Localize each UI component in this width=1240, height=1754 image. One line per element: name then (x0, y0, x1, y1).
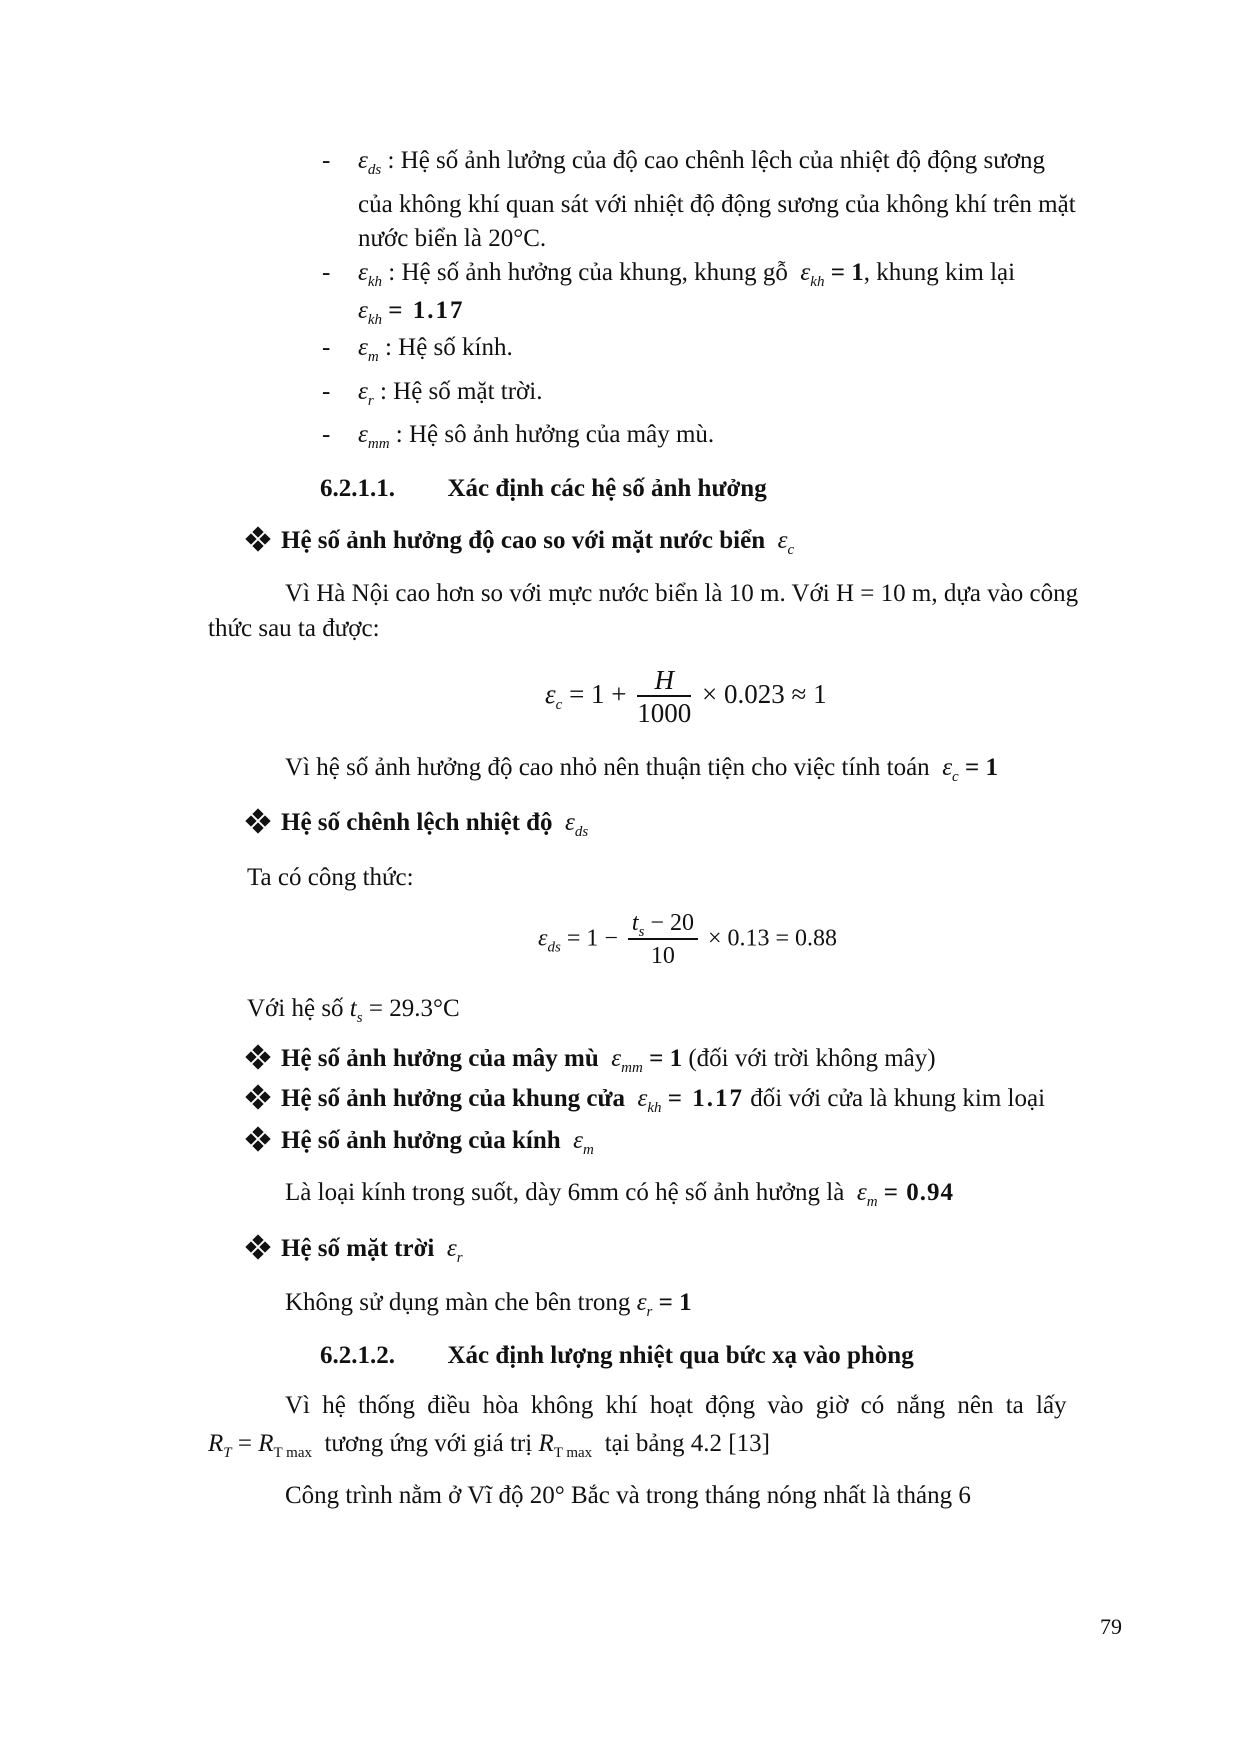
sun-paragraph: Không sử dụng màn che bên trong $\varepsilon_r = 1$ (285, 1289, 692, 1320)
def-eps-ds-cont1: của không khí quan sát với nhiệt độ động sương của không khí trên mặt (358, 191, 1076, 218)
section-title: Xác định các hệ số ảnh hưởng (447, 475, 767, 502)
altitude-paragraph-2: Vì hệ số ảnh hưởng độ cao nhỏ nên thuận tiện cho việc tính toán $\varepsilon_c = 1$ (285, 754, 998, 785)
section-heading-6-2-1-1 (320, 474, 767, 504)
subheading-altitude: Hệ số ảnh hưởng độ cao so với mặt nước biển $\varepsilon_c$ (247, 526, 794, 556)
subheading-dewpoint: Hệ số chênh lệch nhiệt độ $\varepsilon_{ds}$ (247, 808, 588, 838)
diamond-bullet-icon (247, 810, 269, 832)
altitude-paragraph-1-cont: thức sau ta được: (208, 615, 380, 642)
def-text: : Hệ số ảnh lưởng của độ cao chênh lệch của nhiệt độ động sương (387, 147, 1045, 174)
dash-bullet: - (322, 334, 331, 361)
def-eps-mm: $\varepsilon_{mm}$ : Hệ sô ảnh hưởng của mây mù. (358, 421, 715, 452)
diamond-bullet-icon (247, 1086, 269, 1108)
formula-eps-ds: $\varepsilon_{ds} = 1$ − $\frac{t_s - 20}{10}$ × 0.13 = 0.88 (538, 908, 837, 972)
section-number: 6.2.1.1. (320, 475, 395, 502)
subheading-frame: Hệ số ảnh hưởng của khung cửa $\varepsilon_{kh} = 1.17$ đối với cửa là khung kim loại (247, 1084, 1045, 1114)
dash-bullet: - (322, 421, 331, 448)
section-number: 6.2.1.2. (320, 1342, 395, 1369)
fraction: $\frac{H}{1000}$ (637, 665, 692, 728)
subheading-cloud: Hệ số ảnh hưởng của mây mù $\varepsilon_{mm} = 1$ (đối với trời không mây) (247, 1044, 936, 1074)
dewpoint-note: Với hệ số $t_s = 29.3^\circ C$ (247, 995, 460, 1026)
radiation-paragraph-1: Vì hệ thống điều hòa không khí hoạt động vào giờ có nắng nên ta lấy (285, 1392, 1067, 1419)
diamond-bullet-icon (247, 1128, 269, 1150)
fraction: $\frac{t_s - 20}{10}$ (628, 908, 698, 972)
diamond-bullet-icon (247, 528, 269, 550)
radiation-paragraph-2: Công trình nằm ở Vĩ độ 20° Bắc và trong tháng nóng nhất là tháng 6 (285, 1482, 971, 1509)
formula-eps-c: $\varepsilon_c = 1$ + $\frac{H}{1000}$ × 0.023 ≈ 1 (545, 665, 827, 728)
page-number: 79 (1100, 1614, 1122, 1639)
def-eps-ds-cont2: nước biển là 20°C. (358, 225, 547, 252)
glass-paragraph: Là loại kính trong suốt, dày 6mm có hệ số ảnh hưởng là $\varepsilon_m = 0.94$ (285, 1179, 955, 1210)
dash-bullet: - (322, 259, 331, 286)
section-title: Xác định lượng nhiệt qua bức xạ vào phòng (447, 1342, 914, 1369)
diamond-bullet-icon (247, 1236, 269, 1258)
radiation-paragraph-1-cont: $R_T = R_{T max}$ tương ứng với giá trị $R_{T max}$ tại bảng 4.2 [13] (208, 1430, 770, 1461)
diamond-bullet-icon (247, 1046, 269, 1068)
dewpoint-intro: Ta có công thức: (247, 864, 414, 891)
def-eps-r: $\varepsilon_r$ : Hệ số mặt trời. (358, 378, 543, 409)
section-heading-6-2-1-2 (320, 1341, 914, 1371)
dash-bullet: - (322, 378, 331, 405)
subheading-glass: Hệ số ảnh hưởng của kính $\varepsilon_m$ (247, 1126, 594, 1156)
def-eps-kh: $\varepsilon_{kh}$ : Hệ số ảnh hưởng của khung, khung gỗ $\varepsilon_{kh} = 1$, khung kim lại (358, 259, 1016, 290)
def-eps-kh-value: $\varepsilon_{kh} = 1.17$ (358, 297, 465, 328)
def-eps-ds: $\varepsilon_{ds}$ : Hệ số ảnh lưởng của độ cao chênh lệch của nhiệt độ động sương (358, 147, 1045, 178)
dash-bullet: - (322, 147, 331, 174)
def-eps-m: $\varepsilon_m$ : Hệ số kính. (358, 334, 513, 365)
subheading-sun: Hệ số mặt trời $\varepsilon_r$ (247, 1234, 463, 1264)
altitude-paragraph-1: Vì Hà Nội cao hơn so với mực nước biển là 10 m. Với H = 10 m, dựa vào công (285, 580, 1079, 607)
epsilon-symbol: ε (358, 147, 368, 174)
